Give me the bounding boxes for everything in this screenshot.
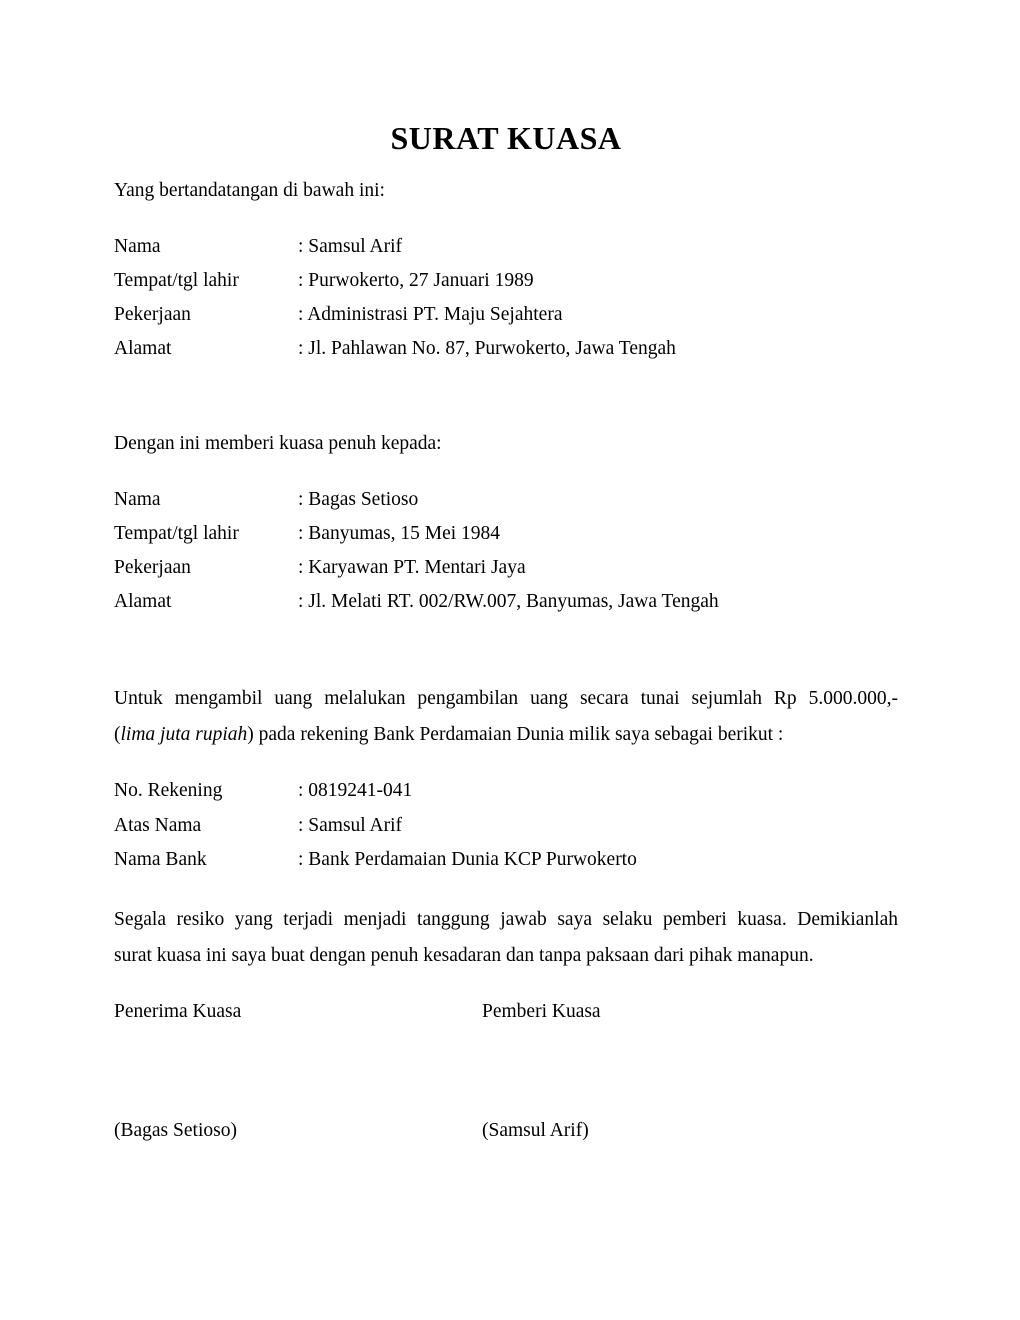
field-row [114, 774, 898, 809]
grant-statement: Dengan ini memberi kuasa penuh kepada: [114, 433, 442, 454]
field-value: : Bank Perdamaian Dunia KCP Purwokerto [298, 849, 637, 870]
signature-names-row [114, 1114, 898, 1148]
field-label: Nama [114, 236, 161, 257]
closing-line-2: surat kuasa ini saya buat dengan penuh kesadaran dan tanpa paksaan dari pihak manapun. [114, 945, 814, 966]
field-label: Nama Bank [114, 849, 207, 870]
signature-role-left: Penerima Kuasa [114, 1001, 242, 1022]
field-row [114, 264, 898, 298]
field-value: : Banyumas, 15 Mei 1984 [298, 523, 501, 544]
field-row [114, 551, 898, 585]
field-value: : 0819241-041 [298, 780, 413, 801]
signature-name-right: (Samsul Arif) [482, 1120, 589, 1141]
account-fields [114, 774, 898, 878]
document-title: SURAT KUASA [390, 120, 622, 156]
paren-open: ( [114, 724, 121, 745]
closing-line-1: Segala resiko yang terjadi menjadi tanggung jawab saya selaku pemberi kuasa. Demikianlah [114, 909, 898, 930]
field-value: : Karyawan PT. Mentari Jaya [298, 557, 526, 578]
field-value: : Jl. Pahlawan No. 87, Purwokerto, Jawa Tengah [298, 338, 676, 359]
field-label: Tempat/tgl lahir [114, 523, 239, 544]
field-label: Atas Nama [114, 814, 202, 836]
closing-paragraph [114, 902, 898, 974]
signature-roles-row [114, 995, 898, 1029]
field-label: Pekerjaan [114, 557, 191, 578]
field-label: Alamat [114, 338, 172, 359]
field-label: Alamat [114, 591, 172, 612]
purpose-line-2 [114, 717, 898, 753]
field-row [114, 483, 898, 517]
field-value: : Administrasi PT. Maju Sejahtera [298, 304, 563, 325]
field-row [114, 809, 898, 844]
purpose-line-1: Untuk mengambil uang melalukan pengambilan uang secara tunai sejumlah Rp 5.000.000,- [114, 688, 898, 709]
amount-in-words: lima juta rupiah [120, 724, 248, 745]
field-value: : Bagas Setioso [298, 489, 419, 510]
field-value: : Samsul Arif [298, 236, 403, 257]
field-label: Pekerjaan [114, 304, 191, 325]
purpose-line-2-rest: ) pada rekening Bank Perdamaian Dunia milik saya sebagai berikut : [247, 724, 784, 745]
field-label: Nama [114, 489, 161, 510]
field-row [114, 517, 898, 551]
grantor-fields [114, 230, 898, 366]
field-row [114, 230, 898, 264]
purpose-paragraph [114, 681, 898, 753]
field-label: No. Rekening [114, 780, 223, 801]
field-value: : Jl. Melati RT. 002/RW.007, Banyumas, Jawa Tengah [298, 591, 719, 612]
signature-name-left: (Bagas Setioso) [114, 1120, 237, 1141]
field-value: : Purwokerto, 27 Januari 1989 [298, 270, 534, 291]
field-row [114, 332, 898, 366]
intro-line: Yang bertandatangan di bawah ini: [114, 180, 385, 201]
field-row [114, 585, 898, 619]
field-row [114, 298, 898, 332]
field-value: : Samsul Arif [298, 814, 403, 836]
field-row [114, 843, 898, 878]
grantee-fields [114, 483, 898, 619]
field-label: Tempat/tgl lahir [114, 270, 239, 291]
signature-role-right: Pemberi Kuasa [482, 1001, 601, 1022]
